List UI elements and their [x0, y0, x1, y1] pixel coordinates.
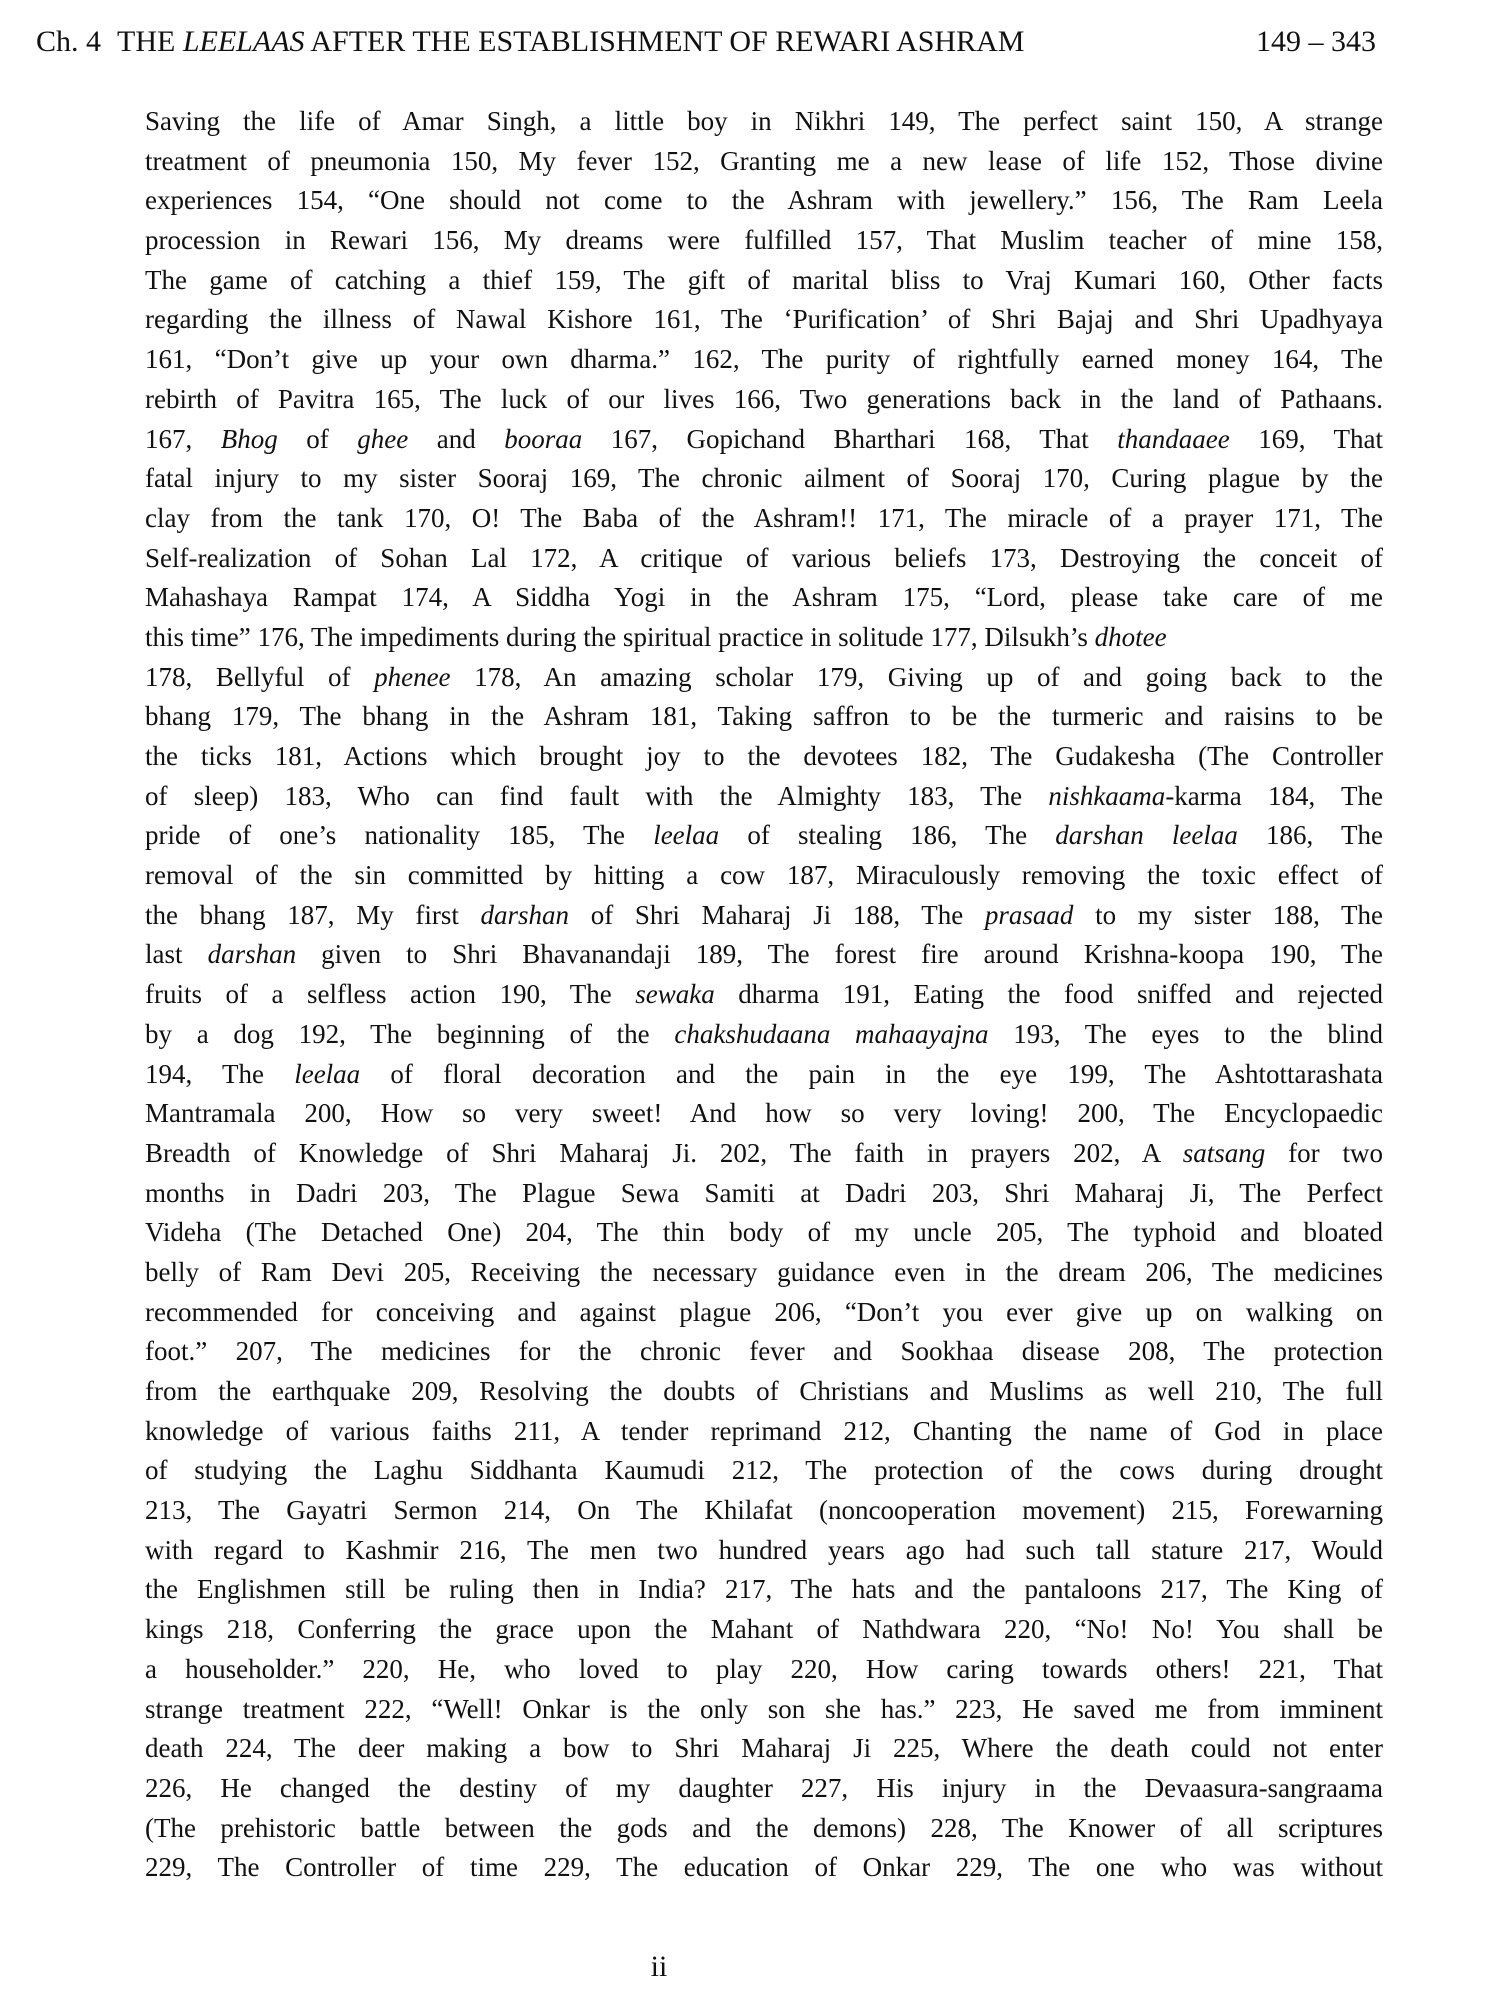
text-line	[145, 1213, 1383, 1253]
text-run: death 224, The deer making a bow to Shri Maharaj Ji 225, Where the death could not enter	[145, 1733, 1383, 1764]
text-run: belly of Ram Devi 205, Receiving the necessary guidance even in the dream 206, The medicines	[145, 1256, 1383, 1287]
text-line	[145, 1848, 1383, 1888]
chapter-title-italic: LEELAAS	[182, 25, 305, 58]
text-run: from the earthquake 209, Resolving the doubts of Christians and Muslims as well 210, The full	[145, 1376, 1383, 1406]
text-line	[145, 102, 1383, 142]
text-run: 167,	[145, 423, 221, 454]
italic-term: dhotee	[1094, 621, 1167, 652]
text-line	[145, 1174, 1383, 1214]
text-line	[145, 1610, 1383, 1650]
text-line	[145, 777, 1383, 817]
text-run: 178, An amazing scholar 179, Giving up of and going back to the	[450, 661, 1383, 692]
text-run: treatment of pneumonia 150, My fever 152, Granting me a new lease of life 152, Those divine	[145, 145, 1383, 176]
text-line	[145, 261, 1383, 301]
text-line	[145, 1332, 1383, 1372]
text-line	[145, 1690, 1383, 1730]
chapter-page-range: 149 – 343	[1256, 25, 1376, 58]
text-line	[145, 1650, 1383, 1690]
text-line	[145, 856, 1383, 896]
italic-term: nishkaama	[1048, 780, 1166, 811]
page-number: ii	[650, 1950, 668, 1983]
text-run: pride of one’s nationality 185, The	[145, 820, 654, 851]
text-run: bhang 179, The bhang in the Ashram 181, Taking saffron to be the turmeric and raisins to be	[145, 701, 1383, 732]
text-line	[145, 459, 1383, 499]
italic-term: sewaka	[635, 979, 715, 1010]
text-line	[145, 737, 1383, 777]
text-run: of sleep) 183, Who can find fault with the Almighty 183, The	[145, 780, 1049, 811]
text-run: Mahashaya Rampat 174, A Siddha Yogi in the Ashram 175, “Lord, please take care of me	[145, 582, 1383, 613]
italic-term: satsang	[1182, 1137, 1266, 1168]
text-run: Videha (The Detached One) 204, The thin body of my uncle 205, The typhoid and bloated	[145, 1217, 1383, 1248]
text-line	[145, 1769, 1383, 1809]
text-run: (The prehistoric battle between the gods and the demons) 228, The Knower of all scriptures	[145, 1812, 1383, 1843]
italic-term: darshan leelaa	[1055, 820, 1238, 851]
text-run: 186, The	[1237, 820, 1383, 851]
text-run: 169, That	[1229, 423, 1384, 454]
text-line	[145, 1293, 1383, 1333]
text-line	[145, 1531, 1383, 1571]
text-run: the Englishmen still be ruling then in India? 217, The hats and the pantaloons 217, The King of	[145, 1574, 1383, 1605]
text-run: of stealing 186, The	[719, 820, 1056, 851]
text-run: this time” 176, The impediments during the spiritual practice in solitude 177, Dilsukh’s	[145, 621, 1095, 652]
text-run: given to Shri Bhavanandaji 189, The forest fire around Krishna-koopa 190, The	[296, 939, 1384, 970]
chapter-title-prefix: THE	[117, 25, 183, 58]
text-line	[145, 1253, 1383, 1293]
text-line	[145, 1451, 1383, 1491]
text-run: regarding the illness of Nawal Kishore 161, The ‘Purification’ of Shri Bajaj and Shri Upadhyaya	[145, 304, 1383, 335]
italic-term: leelaa	[653, 820, 720, 851]
text-run: and	[408, 423, 505, 454]
text-run: Saving the life of Amar Singh, a little boy in Nikhri 149, The perfect saint 150, A strange	[145, 106, 1383, 136]
text-run: 226, He changed the destiny of my daughter 227, His injury in the Devaasura-sangraama	[145, 1772, 1383, 1803]
text-line	[145, 181, 1383, 221]
italic-term: Bhog	[220, 423, 278, 454]
text-run: fatal injury to my sister Sooraj 169, The chronic ailment of Sooraj 170, Curing plague by the	[145, 463, 1383, 494]
text-line	[145, 380, 1383, 420]
text-line	[145, 1015, 1383, 1055]
text-run: for two	[1265, 1137, 1383, 1168]
text-line	[145, 1094, 1383, 1134]
text-run: fruits of a selfless action 190, The	[145, 979, 636, 1010]
text-run: 213, The Gayatri Sermon 214, On The Khilafat (noncooperation movement) 215, Forewarning	[145, 1495, 1383, 1526]
text-line	[145, 142, 1383, 182]
text-line	[145, 1134, 1383, 1174]
chapter-number: Ch. 4	[36, 25, 102, 58]
text-run: dharma 191, Eating the food sniffed and rejected	[714, 979, 1383, 1010]
text-run: 194, The	[145, 1058, 295, 1089]
text-run: The game of catching a thief 159, The gift of marital bliss to Vraj Kumari 160, Other facts	[145, 264, 1383, 295]
chapter-title	[117, 25, 1024, 58]
text-line	[145, 1809, 1383, 1849]
text-line	[145, 539, 1383, 579]
text-run: rebirth of Pavitra 165, The luck of our lives 166, Two generations back in the land of Pathaans.	[145, 383, 1383, 414]
chapter-title-rest: AFTER THE ESTABLISHMENT OF REWARI ASHRAM	[304, 25, 1025, 58]
italic-term: leelaa	[294, 1058, 361, 1089]
italic-term: booraa	[504, 423, 583, 454]
italic-term: darshan	[480, 899, 570, 930]
text-run: experiences 154, “One should not come to the Ashram with jewellery.” 156, The Ram Leela	[145, 185, 1383, 216]
text-run: -karma 184, The	[1165, 780, 1383, 811]
italic-term: thandaaee	[1117, 423, 1230, 454]
text-line	[145, 221, 1383, 261]
text-line	[145, 499, 1383, 539]
text-run: Breadth of Knowledge of Shri Maharaj Ji. 202, The faith in prayers 202, A	[145, 1137, 1183, 1168]
text-run: Self-realization of Sohan Lal 172, A critique of various beliefs 173, Destroying the conceit of	[145, 542, 1383, 573]
text-run: 161, “Don’t give up your own dharma.” 162, The purity of rightfully earned money 164, The	[145, 344, 1383, 375]
text-line	[145, 1372, 1383, 1412]
text-run: procession in Rewari 156, My dreams were fulfilled 157, That Muslim teacher of mine 158,	[145, 225, 1383, 256]
text-run: of studying the Laghu Siddhanta Kaumudi 212, The protection of the cows during drought	[145, 1455, 1383, 1486]
text-line	[145, 618, 1383, 658]
text-line	[145, 300, 1383, 340]
chapter-heading	[36, 22, 1376, 62]
text-line	[145, 1491, 1383, 1531]
text-run: 229, The Controller of time 229, The education of Onkar 229, The one who was without	[145, 1852, 1383, 1883]
text-line	[145, 1055, 1383, 1095]
text-run: 193, The eyes to the blind	[988, 1018, 1383, 1049]
italic-term: darshan	[207, 939, 297, 970]
italic-term: chakshudaana mahaayajna	[674, 1018, 989, 1049]
italic-term: phenee	[374, 661, 451, 692]
text-line	[145, 697, 1383, 737]
italic-term: ghee	[357, 423, 409, 454]
text-run: knowledge of various faiths 211, A tender reprimand 212, Chanting the name of God in place	[145, 1415, 1383, 1446]
text-line	[145, 816, 1383, 856]
text-run: the bhang 187, My first	[145, 899, 481, 930]
text-run: to my sister 188, The	[1073, 899, 1383, 930]
text-run: removal of the sin committed by hitting a cow 187, Miraculously removing the toxic effect of	[145, 860, 1383, 891]
text-line	[145, 420, 1383, 460]
text-run: 167, Gopichand Bharthari 168, That	[582, 423, 1118, 454]
text-line	[145, 975, 1383, 1015]
text-run: of	[277, 423, 358, 454]
text-run: Mantramala 200, How so very sweet! And how so very loving! 200, The Encyclopaedic	[145, 1098, 1383, 1129]
text-run: last	[145, 939, 208, 970]
text-run: months in Dadri 203, The Plague Sewa Samiti at Dadri 203, Shri Maharaj Ji, The Perfect	[145, 1177, 1383, 1208]
text-run: clay from the tank 170, O! The Baba of the Ashram!! 171, The miracle of a prayer 171, The	[145, 502, 1383, 533]
text-run: the ticks 181, Actions which brought joy to the devotees 182, The Gudakesha (The Controller	[145, 741, 1383, 771]
text-run: strange treatment 222, “Well! Onkar is the only son she has.” 223, He saved me from imminent	[145, 1693, 1383, 1724]
text-run: with regard to Kashmir 216, The men two hundred years ago had such tall stature 217, Would	[145, 1534, 1383, 1565]
text-line	[145, 340, 1383, 380]
text-run: by a dog 192, The beginning of the	[145, 1018, 675, 1049]
contents-text	[145, 102, 1383, 1888]
italic-term: prasaad	[984, 899, 1074, 930]
text-line	[145, 935, 1383, 975]
text-line	[145, 1412, 1383, 1452]
text-line	[145, 1570, 1383, 1610]
text-line	[145, 896, 1383, 936]
text-run: of floral decoration and the pain in the eye 199, The Ashtottarashata	[360, 1058, 1383, 1089]
text-run: kings 218, Conferring the grace upon the Mahant of Nathdwara 220, “No! No! You shall be	[145, 1614, 1383, 1645]
text-line	[145, 658, 1383, 698]
text-run: 178, Bellyful of	[145, 661, 375, 692]
text-line	[145, 578, 1383, 618]
text-run: of Shri Maharaj Ji 188, The	[569, 899, 985, 930]
text-line	[145, 1729, 1383, 1769]
text-run: recommended for conceiving and against plague 206, “Don’t you ever give up on walking on	[145, 1296, 1383, 1327]
text-run: foot.” 207, The medicines for the chronic fever and Sookhaa disease 208, The protection	[145, 1336, 1383, 1367]
text-run: a householder.” 220, He, who loved to play 220, How caring towards others! 221, That	[145, 1653, 1383, 1684]
